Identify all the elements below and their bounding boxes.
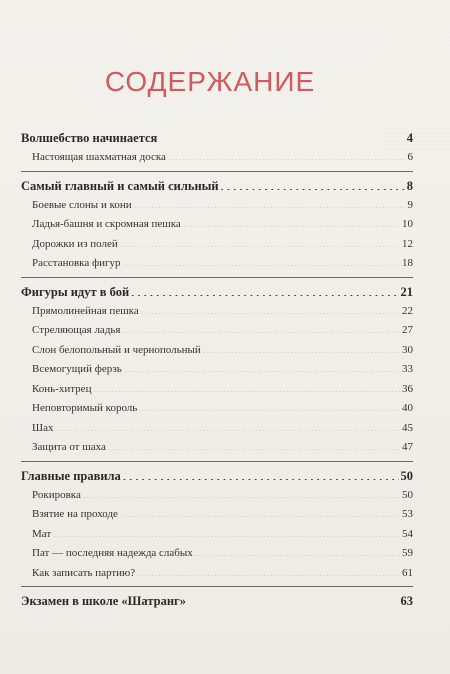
chapter-page: 63 <box>400 594 413 608</box>
item-title: Стреляющая ладья <box>32 324 121 336</box>
toc-item <box>21 254 413 274</box>
dot-leader <box>120 236 400 247</box>
dot-leader <box>168 149 406 160</box>
item-title: Всемогущий ферзь <box>32 363 122 375</box>
toc-item <box>21 564 413 584</box>
dot-leader <box>137 565 400 576</box>
item-title: Конь-хитрец <box>32 382 92 395</box>
dot-leader <box>93 381 400 392</box>
item-title: Пат — последняя надежда слабых <box>32 547 193 559</box>
dot-leader <box>124 361 400 372</box>
item-page: 33 <box>402 363 413 375</box>
item-title: Неповторимый король <box>32 402 138 414</box>
dot-leader <box>195 545 400 556</box>
toc-item <box>21 419 413 439</box>
toc-chapter <box>21 466 413 486</box>
item-page: 40 <box>402 402 413 414</box>
toc-chapter <box>21 176 413 196</box>
toc-item <box>21 360 413 380</box>
toc-item <box>21 148 413 168</box>
chapter-page: 21 <box>400 284 413 299</box>
dot-leader <box>159 130 404 143</box>
toc-group <box>21 128 413 172</box>
item-page: 18 <box>402 257 413 269</box>
dot-leader <box>120 506 400 517</box>
toc-item <box>21 544 413 564</box>
item-title: Боевые слоны и кони <box>32 198 132 211</box>
toc-chapter <box>21 282 413 302</box>
item-title: Ладья-башня и скромная пешка <box>32 218 181 230</box>
item-title: Расстановка фигур <box>32 257 121 269</box>
chapter-title: Главные правила <box>21 468 121 483</box>
item-page: 59 <box>402 547 413 559</box>
dot-leader <box>123 322 401 333</box>
dot-leader <box>141 303 400 314</box>
chapter-page: 8 <box>406 178 413 193</box>
toc-item <box>21 235 413 255</box>
dot-leader <box>55 420 400 431</box>
item-page: 22 <box>402 304 413 317</box>
item-title: Как записать партию? <box>32 566 136 579</box>
dot-leader <box>131 283 398 296</box>
toc-group <box>21 176 413 278</box>
toc-item <box>21 341 413 361</box>
toc-group <box>21 591 413 614</box>
dot-leader <box>123 255 400 266</box>
item-page: 36 <box>402 382 413 395</box>
item-page: 47 <box>402 441 413 453</box>
item-page: 12 <box>402 237 413 250</box>
chapter-page: 4 <box>406 131 413 145</box>
toc-item <box>21 399 413 419</box>
dot-leader <box>123 467 399 480</box>
toc-item <box>21 438 413 458</box>
dot-leader <box>203 342 400 353</box>
toc-item <box>21 215 413 235</box>
item-title: Рокировка <box>32 488 81 501</box>
item-title: Слон белопольный и чернопольный <box>32 343 201 356</box>
item-page: 50 <box>402 488 413 501</box>
toc-item <box>21 321 413 341</box>
dot-leader <box>221 177 405 190</box>
item-page: 54 <box>402 527 413 540</box>
toc-group <box>21 282 413 462</box>
dot-leader <box>134 197 406 208</box>
item-page: 10 <box>402 218 413 230</box>
item-title: Мат <box>32 527 52 540</box>
dot-leader <box>108 439 400 450</box>
toc-chapter <box>21 591 413 611</box>
dot-leader <box>188 593 399 606</box>
chapter-page: 50 <box>400 468 413 483</box>
dot-leader <box>83 487 400 498</box>
item-title: Шах <box>32 421 54 434</box>
chapter-title: Волшебство начинается <box>21 131 158 145</box>
toc-item <box>21 525 413 545</box>
toc-item <box>21 196 413 216</box>
item-page: 9 <box>407 198 413 211</box>
dot-leader <box>183 216 400 227</box>
toc-item <box>21 486 413 506</box>
chapter-title: Фигуры идут в бой <box>21 284 130 299</box>
item-page: 30 <box>402 343 413 356</box>
chapter-title: Экзамен в школе «Шатранг» <box>21 594 186 608</box>
item-page: 61 <box>402 566 413 579</box>
item-page: 6 <box>407 151 413 163</box>
item-page: 27 <box>402 324 413 336</box>
toc-item <box>21 302 413 322</box>
item-title: Прямолинейная пешка <box>32 304 139 317</box>
toc-item <box>21 380 413 400</box>
dot-leader <box>53 526 400 537</box>
item-page: 45 <box>402 421 413 434</box>
chapter-title: Самый главный и самый сильный <box>21 178 219 193</box>
item-title: Настоящая шахматная доска <box>32 151 166 163</box>
item-title: Защита от шаха <box>32 441 106 453</box>
item-title: Дорожки из полей <box>32 237 118 250</box>
item-title: Взятие на проходе <box>32 508 118 520</box>
toc-group <box>21 466 413 588</box>
page-title: СОДЕРЖАНИЕ <box>104 66 316 97</box>
toc-chapter <box>21 128 413 148</box>
item-page: 53 <box>402 508 413 520</box>
dot-leader <box>139 400 400 411</box>
toc-item <box>21 505 413 525</box>
table-of-contents <box>21 126 413 618</box>
